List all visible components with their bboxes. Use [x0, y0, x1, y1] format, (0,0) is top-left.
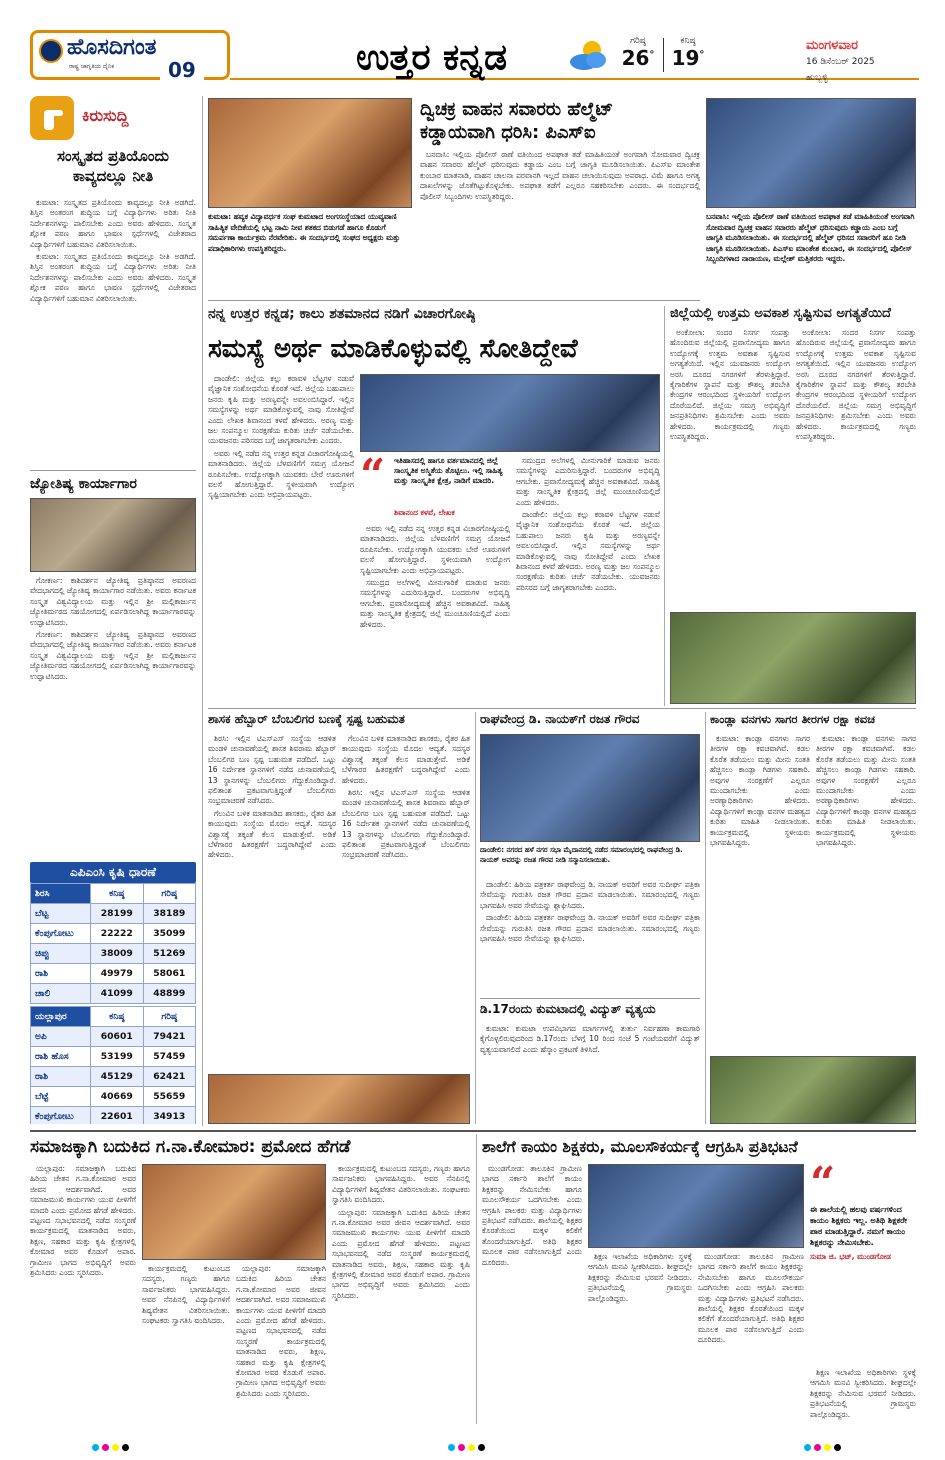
rate-row: [31, 944, 196, 964]
newspaper-logo: ಹೊಸದಿಗಂತ: [67, 35, 157, 60]
issue-date: 16 ಡಿಸೆಂಬರ್ 2025: [806, 57, 875, 67]
school-col1: [482, 1164, 582, 1424]
column-rule: [476, 1134, 477, 1424]
power-text: ಕುಮಟಾ: ಕುಮಟಾ ಉಪವಿಭಾಗದ ಮಾರ್ಗಗಳಲ್ಲಿ ತುರ್ತು ನಿರ್ವಹಣಾ ಕಾಮಗಾರಿ ಕೈಗೊಳ್ಳಲಿರುವುದರಿಂದ ಡಿ.17ರಂದು ಬೆಳಗ್ಗೆ 10 ರಿಂದ ಸಂಜೆ 5 ಗಂಟೆಯವರೆಗೆ ವಿದ್ಯುತ್ ವ್ಯತ್ಯಯವಾಗಲಿದೆ ಎಂದು ಹೆಸ್ಕಾಂ ಪ್ರಕಟಣೆ ತಿಳಿಸಿದೆ.: [480, 1024, 700, 1054]
story1-headline: [30, 146, 196, 196]
rate-min: 60601: [91, 1027, 144, 1047]
rate-min: 53199: [91, 1047, 144, 1067]
kandla-col2: [816, 734, 916, 1054]
kirusuddi-header: [30, 96, 196, 142]
rate-max: 38189: [143, 904, 196, 924]
quote-mark-icon: “: [360, 456, 386, 501]
max-degree: °: [649, 49, 655, 61]
rate-row: [31, 984, 196, 1004]
samasye-col2: [360, 524, 510, 700]
hebbar-col2: [342, 734, 470, 1072]
rate-min: 40669: [91, 1087, 144, 1107]
print-registration-marks: [804, 1436, 844, 1444]
story2-body: [30, 576, 196, 860]
helmet-photo: [706, 98, 916, 208]
samasye-text-c: ಸಮುದ್ರದ ಅಲೆಗಳಲ್ಲಿ ಮೀನುಗಾರಿಕೆ ಮಾಡುವ ಜನರು ಸಮಸ್ಯೆಗಳನ್ನು ಎದುರಿಸುತ್ತಿದ್ದಾರೆ. ಬಂದರುಗಳ ಅಭಿವೃದ್ಧಿ ಆಗಬೇಕು. ಪ್ರವಾಸೋದ್ಯಮಕ್ಕೆ ಹೆಚ್ಚಿನ ಅವಕಾಶವಿದೆ. ಸಾಹಿತ್ಯ ಮತ್ತು ಸಾಂಸ್ಕೃತಿಕ ಕ್ಷೇತ್ರದಲ್ಲಿ ಜಿಲ್ಲೆ ಮುಂಚೂಣಿಯಲ್ಲಿದೆ ಎಂದು ಹೇಳಿದರು.: [360, 578, 510, 629]
logo-tagline: ರಾಷ್ಟ್ರ ಜಾಗೃತಿಯ ದೈನಿಕ: [69, 63, 115, 70]
komara-text-cont: ಯಲ್ಲಾಪುರ: ಸಮಾಜಕ್ಕಾಗಿ ಬದುಕಿದ ಹಿರಿಯ ಚೇತನ ಗ.ನಾ.ಕೋಮಾರ ಅವರ ಜೀವನ ಆದರ್ಶವಾಗಿದೆ. ಅವರ ಸಮಾಜಮುಖಿ ಕಾರ್ಯಗಳು ಯುವ ಪೀಳಿಗೆಗೆ ಮಾದರಿ ಎಂದು ಪ್ರಮೋದ ಹೆಗಡೆ ಹೇಳಿದರು. ಪಟ್ಟಣದ ಸಭಾಭವನದಲ್ಲಿ ನಡೆದ ಸಂಸ್ಮರಣೆ ಕಾರ್ಯಕ್ರಮದಲ್ಲಿ ಮಾತನಾಡಿದ ಅವರು, ಶಿಕ್ಷಣ, ಸಹಕಾರ ಮತ್ತು ಕೃಷಿ ಕ್ಷೇತ್ರಗಳಲ್ಲಿ ಕೋಮಾರ ಅವರ ಕೊಡುಗೆ ಅಪಾರ. ಗ್ರಾಮೀಣ ಭಾಗದ ಅಭಿವೃದ್ಧಿಗೆ ಅವರು ಶ್ರಮಿಸಿದರು ಎಂದು ಸ್ಮರಿಸಿದರು.: [236, 1264, 326, 1398]
quote-text: ಇತಿಹಾಸದಲ್ಲಿ ಹಾಗೂ ವರ್ತಮಾನದಲ್ಲಿ ಜಿಲ್ಲೆ ಸಾಂಸ್ಕೃತಿಕ ಅಸ್ಮಿತೆಯ ತೊಟ್ಟಿಲು. ಇಲ್ಲಿ ಸಾಹಿತ್ಯ ಮತ್ತು ಸಾಂಸ್ಕೃತಿಕ ಕ್ಷೇತ್ರ, ನಾಡಿಗೆ ಮಾದರಿ.: [394, 456, 503, 485]
sirsi-label: ಶಿರಸಿ: [31, 884, 91, 904]
rate-row: [31, 924, 196, 944]
rate-name: ಚಾಲಿ: [31, 984, 91, 1004]
kandla-text-cont: ಕುಮಟಾ: ಕಾಂಡ್ಲಾ ವನಗಳು ಸಾಗರ ತೀರಗಳ ರಕ್ಷಾ ಕವಚವಾಗಿವೆ. ಕಡಲ ಕೊರೆತ ತಡೆಯಲು ಮತ್ತು ಮೀನು ಸಂತತಿ ಹೆಚ್ಚಿಸಲು ಕಾಂಡ್ಲಾ ಗಿಡಗಳು ಸಹಕಾರಿ. ಅವುಗಳ ಸಂರಕ್ಷಣೆಗೆ ಎಲ್ಲರೂ ಮುಂದಾಗಬೇಕು ಎಂದು ಅರಣ್ಯಾಧಿಕಾರಿಗಳು ಹೇಳಿದರು. ವಿದ್ಯಾರ್ಥಿಗಳಿಗೆ ಕಾಂಡ್ಲಾ ವನಗಳ ಮಹತ್ವದ ಕುರಿತು ಮಾಹಿತಿ ನೀಡಲಾಯಿತು. ಕಾರ್ಯಕ್ರಮದಲ್ಲಿ ಸ್ಥಳೀಯರು ಭಾಗವಹಿಸಿದ್ದರು.: [816, 734, 916, 848]
partly-cloudy-icon: [566, 38, 612, 72]
rate-max: 57459: [143, 1047, 196, 1067]
rate-name: ಚಿಪ್ಪು: [31, 944, 91, 964]
rate-name: ಕೆಂಪುಗೋಟು: [31, 924, 91, 944]
rate-max: 35099: [143, 924, 196, 944]
hand-point-icon: [30, 96, 74, 140]
yellapur-label: ಯಲ್ಲಾಪುರ: [31, 1007, 91, 1027]
rate-row: [31, 1047, 196, 1067]
samasye-text-b: ಅವರು ಇಲ್ಲಿ ನಡೆದ ನನ್ನ ಉತ್ತರ ಕನ್ನಡ ವಿಚಾರಗೋಷ್ಠಿಯಲ್ಲಿ ಮಾತನಾಡಿದರು. ಜಿಲ್ಲೆಯ ಬೆಳವಣಿಗೆಗೆ ಸಮಗ್ರ ಯೋಜನೆ ರೂಪಿಸಬೇಕು. ಉದ್ಯೋಗಕ್ಕಾಗಿ ಯುವಕರು ಬೇರೆ ಊರುಗಳಿಗೆ ವಲಸೆ ಹೋಗುತ್ತಿದ್ದಾರೆ. ಸ್ಥಳೀಯವಾಗಿ ಉದ್ಯೋಗ ಸೃಷ್ಟಿಯಾಗಬೇಕು ಎಂದು ಅಭಿಪ್ರಾಯಪಟ್ಟರು.: [208, 448, 354, 500]
kandla-headline: ಕಾಂಡ್ಲಾ ವನಗಳು ಸಾಗರ ತೀರಗಳ ರಕ್ಷಾ ಕವಚ: [710, 712, 875, 726]
tourism-photo: [670, 612, 916, 704]
rate-max: 48899: [143, 984, 196, 1004]
samasye-headline: ಸಮಸ್ಯೆ ಅರ್ಥ ಮಾಡಿಕೊಳ್ಳುವಲ್ಲಿ ಸೋತಿದ್ದೇವೆ: [208, 334, 578, 364]
temp-divider: [663, 38, 664, 72]
story1-body: [30, 198, 196, 468]
kandla-photo: [710, 1056, 916, 1124]
seminar-photo: [360, 374, 660, 452]
quote-mark-icon: “: [810, 1164, 836, 1209]
min-temp-value: 19: [671, 46, 700, 70]
min-col: ಕನಿಷ್ಠ: [91, 884, 144, 904]
rate-name: ರಾಶಿ: [31, 1067, 91, 1087]
column-rule: [202, 96, 203, 1126]
helmet-headline-2: ಕಡ್ಡಾಯವಾಗಿ ಧರಿಸಿ: ಪಿಎಸ್‌ಐ: [420, 122, 596, 143]
story2-text-cont: ಗೋಕರ್ಣ: ಕಾಶಿದರ್ಶನ ಜ್ಯೋತಿಷ್ಯ ಪ್ರತಿಷ್ಠಾನದ ಅವರಣದ ವೇದಭಾಗದಲ್ಲಿ ಜ್ಯೋತಿಷ್ಯ ಕಾರ್ಯಾಗಾರ ನಡೆಯಿತು. ಅವರು ಕರ್ನಾಟಕ ಸಂಸ್ಕೃತ ವಿಶ್ವವಿದ್ಯಾಲಯ ಮತ್ತು ಇಲ್ಲಿನ ಶ್ರೀ ಮಲ್ಲಿಕಾರ್ಜುನ ಜ್ಯೋತಿರ್ಮಠದ ಸಹಯೋಗದಲ್ಲಿ ಏರ್ಪಡಿಸಲಾಗಿದ್ದ ಕಾರ್ಯಾಗಾರವನ್ನು ಉದ್ಘಾಟಿಸಿದರು.: [30, 630, 196, 681]
rate-row: [31, 1027, 196, 1047]
rate-min: 22222: [91, 924, 144, 944]
apmc-rate-table: [30, 862, 196, 1124]
komara-col2: [142, 1264, 230, 1424]
school-text: ಮುಂಡಗೋಡ: ತಾಲೂಕಿನ ಗ್ರಾಮೀಣ ಭಾಗದ ಸರ್ಕಾರಿ ಶಾಲೆಗೆ ಕಾಯಂ ಶಿಕ್ಷಕರನ್ನು ನೇಮಿಸಬೇಕು ಹಾಗೂ ಮೂಲಸೌಕರ್ಯ ಒದಗಿಸಬೇಕು ಎಂದು ಆಗ್ರಹಿಸಿ ಪಾಲಕರು ಮತ್ತು ವಿದ್ಯಾರ್ಥಿಗಳು ಪ್ರತಿಭಟನೆ ನಡೆಸಿದರು. ಶಾಲೆಯಲ್ಲಿ ಶಿಕ್ಷಕರ ಕೊರತೆಯಿಂದ ಮಕ್ಕಳ ಕಲಿಕೆಗೆ ತೊಂದರೆಯಾಗುತ್ತಿದೆ. ಅತಿಥಿ ಶಿಕ್ಷಕರ ಮೂಲಕ ಪಾಠ ನಡೆಸಲಾಗುತ್ತಿದೆ ಎಂದು ದೂರಿದರು.: [482, 1164, 582, 1267]
tourism-text: ಅಂಕೋಲಾ: ಸಂದರ ನಿಸರ್ಗ ಸಂಪತ್ತು ಹೊಂದಿರುವ ಜಿಲ್ಲೆಯಲ್ಲಿ ಪ್ರವಾಸೋದ್ಯಮ ಹಾಗೂ ಉದ್ಯೋಗಕ್ಕೆ ಉತ್ತಮ ಅವಕಾಶ ಸೃಷ್ಟಿಸುವ ಅಗತ್ಯತೆಯಿದೆ. ಇಲ್ಲಿನ ಯುವಜನರು ಉದ್ಯೋಗ ಅರಸಿ ದೂರದ ನಗರಗಳಿಗೆ ತೆರಳುತ್ತಿದ್ದಾರೆ. ಕೈಗಾರಿಕೆಗಳ ಸ್ಥಾಪನೆ ಮತ್ತು ಕೌಶಲ್ಯ ತರಬೇತಿ ಕೇಂದ್ರಗಳ ಆರಂಭದಿಂದ ಸ್ಥಳೀಯರಿಗೆ ಉದ್ಯೋಗ ದೊರೆಯಲಿದೆ. ಜಿಲ್ಲೆಯ ಸಮಗ್ರ ಅಭಿವೃದ್ಧಿಗೆ ಜನಪ್ರತಿನಿಧಿಗಳು ಶ್ರಮಿಸಬೇಕು ಎಂದು ಅವರು ಹೇಳಿದರು. ಕಾರ್ಯಕ್ರಮದಲ್ಲಿ ಗಣ್ಯರು ಉಪಸ್ಥಿತರಿದ್ದರು.: [670, 328, 790, 442]
weekday: ಮಂಗಳವಾರ: [806, 38, 859, 53]
rate-max: 79421: [143, 1027, 196, 1047]
komara-col4: [332, 1164, 470, 1424]
story2-text: ಗೋಕರ್ಣ: ಕಾಶಿದರ್ಶನ ಜ್ಯೋತಿಷ್ಯ ಪ್ರತಿಷ್ಠಾನದ ಅವರಣದ ವೇದಭಾಗದಲ್ಲಿ ಜ್ಯೋತಿಷ್ಯ ಕಾರ್ಯಾಗಾರ ನಡೆಯಿತು. ಅವರು ಕರ್ನಾಟಕ ಸಂಸ್ಕೃತ ವಿಶ್ವವಿದ್ಯಾಲಯ ಮತ್ತು ಇಲ್ಲಿನ ಶ್ರೀ ಮಲ್ಲಿಕಾರ್ಜುನ ಜ್ಯೋತಿರ್ಮಠದ ಸಹಯೋಗದಲ್ಲಿ ಏರ್ಪಡಿಸಲಾಗಿದ್ದ ಕಾರ್ಯಾಗಾರವನ್ನು ಉದ್ಘಾಟಿಸಿದರು.: [30, 576, 196, 627]
rate-max: 58061: [143, 964, 196, 984]
divider: [208, 300, 700, 301]
komara-text2: ಕಾರ್ಯಕ್ರಮದಲ್ಲಿ ಕುಟುಂಬದ ಸದಸ್ಯರು, ಗಣ್ಯರು ಹಾಗೂ ಸಾರ್ವಜನಿಕರು ಭಾಗವಹಿಸಿದ್ದರು. ಅವರ ನೆನಪಿನಲ್ಲಿ ವಿದ್ಯಾರ್ಥಿಗಳಿಗೆ ಶಿಷ್ಯವೇತನ ವಿತರಿಸಲಾಯಿತು. ಸಂಘಟಕರು ಸ್ವಾಗತಿಸಿ ವಂದಿಸಿದರು.: [142, 1264, 230, 1326]
rate-max: 55659: [143, 1087, 196, 1107]
tourism-col1: [670, 328, 790, 608]
rate-min: 38009: [91, 944, 144, 964]
max-temp-label: ಗರಿಷ್ಠ: [630, 36, 646, 46]
rate-name: ಕೆಂಪುಗೋಟು: [31, 1107, 91, 1125]
samasye-text-b2: ಅವರು ಇಲ್ಲಿ ನಡೆದ ನನ್ನ ಉತ್ತರ ಕನ್ನಡ ವಿಚಾರಗೋಷ್ಠಿಯಲ್ಲಿ ಮಾತನಾಡಿದರು. ಜಿಲ್ಲೆಯ ಬೆಳವಣಿಗೆಗೆ ಸಮಗ್ರ ಯೋಜನೆ ರೂಪಿಸಬೇಕು. ಉದ್ಯೋಗಕ್ಕಾಗಿ ಯುವಕರು ಬೇರೆ ಊರುಗಳಿಗೆ ವಲಸೆ ಹೋಗುತ್ತಿದ್ದಾರೆ. ಸ್ಥಳೀಯವಾಗಿ ಉದ್ಯೋಗ ಸೃಷ್ಟಿಯಾಗಬೇಕು ಎಂದು ಅಭಿಪ್ರಾಯಪಟ್ಟರು.: [360, 524, 510, 575]
story1-headline-text: ಸಂಸ್ಕೃತದ ಪ್ರತಿಯೊಂದು ಕಾವ್ಯದಲ್ಲೂ ನೀತಿ: [57, 147, 169, 185]
tourism-text-cont: ಅಂಕೋಲಾ: ಸಂದರ ನಿಸರ್ಗ ಸಂಪತ್ತು ಹೊಂದಿರುವ ಜಿಲ್ಲೆಯಲ್ಲಿ ಪ್ರವಾಸೋದ್ಯಮ ಹಾಗೂ ಉದ್ಯೋಗಕ್ಕೆ ಉತ್ತಮ ಅವಕಾಶ ಸೃಷ್ಟಿಸುವ ಅಗತ್ಯತೆಯಿದೆ. ಇಲ್ಲಿನ ಯುವಜನರು ಉದ್ಯೋಗ ಅರಸಿ ದೂರದ ನಗರಗಳಿಗೆ ತೆರಳುತ್ತಿದ್ದಾರೆ. ಕೈಗಾರಿಕೆಗಳ ಸ್ಥಾಪನೆ ಮತ್ತು ಕೌಶಲ್ಯ ತರಬೇತಿ ಕೇಂದ್ರಗಳ ಆರಂಭದಿಂದ ಸ್ಥಳೀಯರಿಗೆ ಉದ್ಯೋಗ ದೊರೆಯಲಿದೆ. ಜಿಲ್ಲೆಯ ಸಮಗ್ರ ಅಭಿವೃದ್ಧಿಗೆ ಜನಪ್ರತಿನಿಧಿಗಳು ಶ್ರಮಿಸಬೇಕು ಎಂದು ಅವರು ಹೇಳಿದರು. ಕಾರ್ಯಕ್ರಮದಲ್ಲಿ ಗಣ್ಯರು ಉಪಸ್ಥಿತರಿದ್ದರು.: [796, 328, 916, 442]
school-quote-author: ಸುಮಾ ಜಿ. ಭಟ್, ಮುಂಡಗೋಡ: [810, 1252, 891, 1261]
rate-name: ಬೆಟ್ಟ: [31, 904, 91, 924]
max-temp-value: 26: [621, 46, 650, 70]
page-number: 09: [160, 58, 204, 82]
power-body: [480, 1024, 700, 1124]
rate-name: ರಾಶಿ: [31, 964, 91, 984]
nayak-body: [480, 880, 700, 996]
helmet-text: ಬನವಾಸಿ: ಇಲ್ಲಿಯ ಪೊಲೀಸ್ ಠಾಣೆ ವತಿಯಿಂದ ಅಪಘಾತ ತಡೆ ಮಾಹಿತಿಯಂತೆ ಅಂಗವಾಗಿ ಸೋಮವಾರ ದ್ವಿಚಕ್ರ ವಾಹನ ಸವಾರರು ಹೆಲ್ಮೆಟ್ ಧರಿಸುವುದು ಕಡ್ಡಾಯ ಎಂಬ ಬಗ್ಗೆ ಜಾಗೃತಿ ಮೂಡಿಸಲಾಯಿತು. ಪಿಎಸ್‌ಐ ಮಾಂತೇಶ ಕುಂಬಾರ ಮಾತನಾಡಿ, ವಾಹನ ಚಾಲನಾ ಪರವಾನಗಿ ಇಲ್ಲದೆ ವಾಹನ ಚಲಾಯಿಸುವುದು ಅಪರಾಧ. ವಿಮೆ ಹಾಗೂ ಅಗತ್ಯ ದಾಖಲೆಗಳನ್ನು ಜೊತೆಗಿಟ್ಟುಕೊಳ್ಳಬೇಕು. ಅಪಘಾತ ತಡೆಗೆ ಎಲ್ಲರೂ ಸಹಕರಿಸಬೇಕು ಎಂದರು. ಈ ಸಂದರ್ಭದಲ್ಲಿ ಪೊಲೀಸ್ ಸಿಬ್ಬಂದಿಗಳು ಉಪಸ್ಥಿತರಿದ್ದರು.: [420, 150, 700, 201]
story2-headline: [30, 474, 196, 496]
school-col3: [698, 1252, 804, 1424]
divider: [208, 708, 916, 709]
tourism-col2: [796, 328, 916, 608]
column-rule: [664, 306, 665, 706]
hebbar-photo: [208, 1074, 470, 1124]
divider: [480, 998, 700, 999]
story1-text: ಕುಮಟಾ: ಸಂಸ್ಕೃತದ ಪ್ರತಿಯೊಂದು ಕಾವ್ಯದಲ್ಲೂ ನೀತಿ ಅಡಗಿದೆ. ಶಿಸ್ತಿನ ಅಂತರಂಗ ಶುದ್ಧಿಯ ಬಗ್ಗೆ ವಿದ್ಯಾರ್ಥಿಗಳು ಅರಿತು ನೀತಿ ನಿರ್ದೇಶನಗಳನ್ನು ಪಾಲಿಸಬೇಕು ಎಂದು ಅವರು ಹೇಳಿದರು. ಸಂಸ್ಕೃತ ಶ್ಲೋಕ ಪಠಣ ಹಾಗೂ ಭಾಷಣ ಸ್ಪರ್ಧೆಗಳಲ್ಲಿ ವಿಜೇತರಾದ ವಿದ್ಯಾರ್ಥಿಗಳಿಗೆ ಬಹುಮಾನ ವಿತರಿಸಲಾಯಿತು.: [30, 198, 196, 249]
rate-max: 34913: [143, 1107, 196, 1125]
section-title: ಉತ್ತರ ಕನ್ನಡ: [356, 36, 508, 78]
samasye-col1: [208, 374, 354, 700]
samasye-kicker: ನನ್ನ ಉತ್ತರ ಕನ್ನಡ; ಕಾಲು ಶತಮಾನದ ನಡಿಗೆ ವಿಚಾರಗೋಷ್ಠಿ: [208, 306, 476, 322]
samasye-col3: [516, 456, 660, 700]
samasye-quote: [360, 456, 510, 520]
kandla-text: ಕುಮಟಾ: ಕಾಂಡ್ಲಾ ವನಗಳು ಸಾಗರ ತೀರಗಳ ರಕ್ಷಾ ಕವಚವಾಗಿವೆ. ಕಡಲ ಕೊರೆತ ತಡೆಯಲು ಮತ್ತು ಮೀನು ಸಂತತಿ ಹೆಚ್ಚಿಸಲು ಕಾಂಡ್ಲಾ ಗಿಡಗಳು ಸಹಕಾರಿ. ಅವುಗಳ ಸಂರಕ್ಷಣೆಗೆ ಎಲ್ಲರೂ ಮುಂದಾಗಬೇಕು ಎಂದು ಅರಣ್ಯಾಧಿಕಾರಿಗಳು ಹೇಳಿದರು. ವಿದ್ಯಾರ್ಥಿಗಳಿಗೆ ಕಾಂಡ್ಲಾ ವನಗಳ ಮಹತ್ವದ ಕುರಿತು ಮಾಹಿತಿ ನೀಡಲಾಯಿತು. ಕಾರ್ಯಕ್ರಮದಲ್ಲಿ ಸ್ಥಳೀಯರು ಭಾಗವಹಿಸಿದ್ದರು.: [710, 734, 810, 848]
helmet-headline-1: ದ್ವಿಚಕ್ರ ವಾಹನ ಸವಾರರು ಹೆಲ್ಮೆಟ್: [420, 99, 614, 120]
rate-row: [31, 1087, 196, 1107]
kandla-col1: [710, 734, 810, 1054]
komara-text: ಯಲ್ಲಾಪುರ: ಸಮಾಜಕ್ಕಾಗಿ ಬದುಕಿದ ಹಿರಿಯ ಚೇತನ ಗ.ನಾ.ಕೋಮಾರ ಅವರ ಜೀವನ ಆದರ್ಶವಾಗಿದೆ. ಅವರ ಸಮಾಜಮುಖಿ ಕಾರ್ಯಗಳು ಯುವ ಪೀಳಿಗೆಗೆ ಮಾದರಿ ಎಂದು ಪ್ರಮೋದ ಹೆಗಡೆ ಹೇಳಿದರು. ಪಟ್ಟಣದ ಸಭಾಭವನದಲ್ಲಿ ನಡೆದ ಸಂಸ್ಮರಣೆ ಕಾರ್ಯಕ್ರಮದಲ್ಲಿ ಮಾತನಾಡಿದ ಅವರು, ಶಿಕ್ಷಣ, ಸಹಕಾರ ಮತ್ತು ಕೃಷಿ ಕ್ಷೇತ್ರಗಳಲ್ಲಿ ಕೋಮಾರ ಅವರ ಕೊಡುಗೆ ಅಪಾರ. ಗ್ರಾಮೀಣ ಭಾಗದ ಅಭಿವೃದ್ಧಿಗೆ ಅವರು ಶ್ರಮಿಸಿದರು ಎಂದು ಸ್ಮರಿಸಿದರು.: [30, 1164, 136, 1278]
nayak-headline: ರಾಘವೇಂದ್ರ ಡಿ. ನಾಯಕ್‌ಗೆ ರಜತ ಗೌರವ: [480, 712, 640, 726]
hebbar-text-cont: ಶಿರಸಿ: ಇಲ್ಲಿನ ಟಿಎಸ್‌ಎಸ್ ಸಂಸ್ಥೆಯ ಆಡಳಿತ ಮಂಡಳಿ ಚುನಾವಣೆಯಲ್ಲಿ ಶಾಸಕ ಶಿವರಾಮ ಹೆಬ್ಬಾರ್ ಬೆಂಬಲಿಗರ ಬಣ ಸ್ಪಷ್ಟ ಬಹುಮತ ಪಡೆದಿದೆ. ಒಟ್ಟು 16 ನಿರ್ದೇಶಕ ಸ್ಥಾನಗಳಿಗೆ ನಡೆದ ಚುನಾವಣೆಯಲ್ಲಿ 13 ಸ್ಥಾನಗಳನ್ನು ಬೆಂಬಲಿಗರು ಗೆದ್ದುಕೊಂಡಿದ್ದಾರೆ. ಫಲಿತಾಂಶ ಪ್ರಕಟವಾಗುತ್ತಿದ್ದಂತೆ ಬೆಂಬಲಿಗರು ಸಂಭ್ರಮಾಚರಣೆ ನಡೆಸಿದರು.: [342, 788, 470, 860]
logo-emblem-icon: [39, 39, 63, 63]
helmet-headline: [420, 98, 700, 146]
max-col: ಗರಿಷ್ಠ: [143, 1007, 196, 1027]
max-temp-block: [618, 36, 658, 70]
workshop-photo: [30, 498, 196, 572]
kumta-event-photo: [208, 98, 412, 208]
rate-min: 49979: [91, 964, 144, 984]
print-registration-marks: [448, 1436, 488, 1444]
date-block: [806, 38, 922, 83]
school-quote: [810, 1164, 916, 1364]
hebbar-text: ಶಿರಸಿ: ಇಲ್ಲಿನ ಟಿಎಸ್‌ಎಸ್ ಸಂಸ್ಥೆಯ ಆಡಳಿತ ಮಂಡಳಿ ಚುನಾವಣೆಯಲ್ಲಿ ಶಾಸಕ ಶಿವರಾಮ ಹೆಬ್ಬಾರ್ ಬೆಂಬಲಿಗರ ಬಣ ಸ್ಪಷ್ಟ ಬಹುಮತ ಪಡೆದಿದೆ. ಒಟ್ಟು 16 ನಿರ್ದೇಶಕ ಸ್ಥಾನಗಳಿಗೆ ನಡೆದ ಚುನಾವಣೆಯಲ್ಲಿ 13 ಸ್ಥಾನಗಳನ್ನು ಬೆಂಬಲಿಗರು ಗೆದ್ದುಕೊಂಡಿದ್ದಾರೆ. ಫಲಿತಾಂಶ ಪ್ರಕಟವಾಗುತ್ತಿದ್ದಂತೆ ಬೆಂಬಲಿಗರು ಸಂಭ್ರಮಾಚರಣೆ ನಡೆಸಿದರು.: [208, 734, 336, 806]
school-text-cont: ಮುಂಡಗೋಡ: ತಾಲೂಕಿನ ಗ್ರಾಮೀಣ ಭಾಗದ ಸರ್ಕಾರಿ ಶಾಲೆಗೆ ಕಾಯಂ ಶಿಕ್ಷಕರನ್ನು ನೇಮಿಸಬೇಕು ಹಾಗೂ ಮೂಲಸೌಕರ್ಯ ಒದಗಿಸಬೇಕು ಎಂದು ಆಗ್ರಹಿಸಿ ಪಾಲಕರು ಮತ್ತು ವಿದ್ಯಾರ್ಥಿಗಳು ಪ್ರತಿಭಟನೆ ನಡೆಸಿದರು. ಶಾಲೆಯಲ್ಲಿ ಶಿಕ್ಷಕರ ಕೊರತೆಯಿಂದ ಮಕ್ಕಳ ಕಲಿಕೆಗೆ ತೊಂದರೆಯಾಗುತ್ತಿದೆ. ಅತಿಥಿ ಶಿಕ್ಷಕರ ಮೂಲಕ ಪಾಠ ನಡೆಸಲಾಗುತ್ತಿದೆ ಎಂದು ದೂರಿದರು.: [698, 1252, 804, 1345]
apmc-table-title: ಎಪಿಎಂಸಿ ಕೃಷಿ ಧಾರಣೆ: [30, 862, 196, 883]
hebbar-col1: [208, 734, 336, 1072]
rate-name: ಬೆಟ್ಟೆ: [31, 1087, 91, 1107]
samasye-text-c2: ಸಮುದ್ರದ ಅಲೆಗಳಲ್ಲಿ ಮೀನುಗಾರಿಕೆ ಮಾಡುವ ಜನರು ಸಮಸ್ಯೆಗಳನ್ನು ಎದುರಿಸುತ್ತಿದ್ದಾರೆ. ಬಂದರುಗಳ ಅಭಿವೃದ್ಧಿ ಆಗಬೇಕು. ಪ್ರವಾಸೋದ್ಯಮಕ್ಕೆ ಹೆಚ್ಚಿನ ಅವಕಾಶವಿದೆ. ಸಾಹಿತ್ಯ ಮತ್ತು ಸಾಂಸ್ಕೃತಿಕ ಕ್ಷೇತ್ರದಲ್ಲಿ ಜಿಲ್ಲೆ ಮುಂಚೂಣಿಯಲ್ಲಿದೆ ಎಂದು ಹೇಳಿದರು.: [516, 456, 660, 507]
masthead: [0, 0, 945, 92]
komara-col3: [236, 1264, 326, 1424]
rate-row: [31, 964, 196, 984]
min-col: ಕನಿಷ್ಠ: [91, 1007, 144, 1027]
school-quote-text: ಈ ಶಾಲೆಯಲ್ಲಿ ಹಲವು ವರ್ಷಗಳಿಂದ ಕಾಯಂ ಶಿಕ್ಷಕರು ಇಲ್ಲ. ಅತಿಥಿ ಶಿಕ್ಷಕರೇ ಪಾಠ ಮಾಡುತ್ತಿದ್ದಾರೆ. ನಮಗೆ ಕಾಯಂ ಶಿಕ್ಷಕರನ್ನು ನೇಮಿಸಬೇಕು.: [810, 1205, 908, 1247]
school-protest-photo: [588, 1164, 804, 1248]
kirusuddi-label: ಕಿರುಸುದ್ದಿ: [82, 106, 129, 125]
min-temp-block: [668, 36, 708, 70]
rate-min: 28199: [91, 904, 144, 924]
print-registration-marks: [92, 1436, 132, 1444]
divider: [30, 470, 196, 471]
helmet-caption: ಬನವಾಸಿ: ಇಲ್ಲಿಯ ಪೊಲೀಸ್ ಠಾಣೆ ವತಿಯಿಂದ ಅಪಘಾತ ತಡೆ ಮಾಹಿತಿಯಂತೆ ಅಂಗವಾಗಿ ಸೋಮವಾರ ದ್ವಿಚಕ್ರ ವಾಹನ ಸವಾರರು ಹೆಲ್ಮೆಟ್ ಧರಿಸುವುದು ಕಡ್ಡಾಯ ಎಂಬ ಬಗ್ಗೆ ಜಾಗೃತಿ ಮೂಡಿಸಲಾಯಿತು. ಈ ಸಂದರ್ಭದಲ್ಲಿ ಹೆಲ್ಮೆಟ್ ಧರಿಸದ ಸವಾರರಿಗೆ ಹೂ ನೀಡಿ ಜಾಗೃತಿ ಮೂಡಿಸಲಾಯಿತು. ಪಿಎಸ್‌ಐ ಮಾಂತೇಶ ಕುಂಬಾರ, ಈ ಸಂದರ್ಭದಲ್ಲಿ ಪೊಲೀಸ್ ಸಿಬ್ಬಂದಿಗಳಾದ ನಾರಾಯಣ, ಮಲ್ಲೇಶ್ ಮತ್ತಿತರರು ಇದ್ದರು.: [706, 212, 915, 263]
rate-row: [31, 1067, 196, 1087]
school-text2-cont: ಶಿಕ್ಷಣ ಇಲಾಖೆಯ ಅಧಿಕಾರಿಗಳು ಸ್ಥಳಕ್ಕೆ ಆಗಮಿಸಿ ಮನವಿ ಸ್ವೀಕರಿಸಿದರು. ಶೀಘ್ರದಲ್ಲೇ ಶಿಕ್ಷಕರನ್ನು ನೇಮಿಸುವ ಭರವಸೆ ನೀಡಿದರು. ಪ್ರತಿಭಟನೆಯಲ್ಲಿ ಗ್ರಾಮಸ್ಥರು ಪಾಲ್ಗೊಂಡಿದ್ದರು.: [810, 1368, 916, 1419]
rate-name: ಅಪಿ: [31, 1027, 91, 1047]
edition-city: ಹುಬ್ಬಳ್ಳಿ: [806, 73, 828, 83]
school-headline: ಶಾಲೆಗೆ ಕಾಯಂ ಶಿಕ್ಷಕರು, ಮೂಲಸೌಕರ್ಯಕ್ಕೆ ಆಗ್ರಹಿಸಿ ಪ್ರತಿಭಟನೆ: [482, 1138, 798, 1156]
column-rule: [705, 712, 706, 1124]
nayak-text-cont: ದಾಂಡೇಲಿ: ಹಿರಿಯ ಪತ್ರಕರ್ತ ರಾಘವೇಂದ್ರ ಡಿ. ನಾಯಕ್ ಅವರಿಗೆ ಅವರ ಸುದೀರ್ಘ ಪತ್ರಿಕಾ ಸೇವೆಯನ್ನು ಗುರುತಿಸಿ ರಜತ ಗೌರವ ಪ್ರದಾನ ಮಾಡಲಾಯಿತು. ಸಮಾರಂಭದಲ್ಲಿ ಗಣ್ಯರು ಭಾಗವಹಿಸಿ ಅವರ ಸೇವೆಯನ್ನು ಶ್ಲಾಘಿಸಿದರು.: [480, 913, 700, 944]
yellapur-rates: [30, 1006, 196, 1124]
rate-min: 41099: [91, 984, 144, 1004]
komara-text2-cont: ಕಾರ್ಯಕ್ರಮದಲ್ಲಿ ಕುಟುಂಬದ ಸದಸ್ಯರು, ಗಣ್ಯರು ಹಾಗೂ ಸಾರ್ವಜನಿಕರು ಭಾಗವಹಿಸಿದ್ದರು. ಅವರ ನೆನಪಿನಲ್ಲಿ ವಿದ್ಯಾರ್ಥಿಗಳಿಗೆ ಶಿಷ್ಯವೇತನ ವಿತರಿಸಲಾಯಿತು. ಸಂಘಟಕರು ಸ್ವಾಗತಿಸಿ ವಂದಿಸಿದರು.: [332, 1164, 470, 1205]
story2-headline-text: ಜ್ಯೋತಿಷ್ಯ ಕಾರ್ಯಾಗಾರ: [30, 476, 137, 492]
komara-col1: [30, 1164, 136, 1424]
rate-max: 62421: [143, 1067, 196, 1087]
rate-row: [31, 904, 196, 924]
school-text2: ಶಿಕ್ಷಣ ಇಲಾಖೆಯ ಅಧಿಕಾರಿಗಳು ಸ್ಥಳಕ್ಕೆ ಆಗಮಿಸಿ ಮನವಿ ಸ್ವೀಕರಿಸಿದರು. ಶೀಘ್ರದಲ್ಲೇ ಶಿಕ್ಷಕರನ್ನು ನೇಮಿಸುವ ಭರವಸೆ ನೀಡಿದರು. ಪ್ರತಿಭಟನೆಯಲ್ಲಿ ಗ್ರಾಮಸ್ಥರು ಪಾಲ್ಗೊಂಡಿದ್ದರು.: [588, 1252, 692, 1303]
hebbar-text2: ಗೆಲುವಿನ ಬಳಿಕ ಮಾತನಾಡಿದ ಶಾಸಕರು, ರೈತರ ಹಿತ ಕಾಯುವುದು ಸಂಸ್ಥೆಯ ಮೊದಲ ಆದ್ಯತೆ. ಸದಸ್ಯರ ವಿಶ್ವಾಸಕ್ಕೆ ತಕ್ಕಂತೆ ಕೆಲಸ ಮಾಡುತ್ತೇವೆ. ಅಡಿಕೆ ಬೆಳೆಗಾರರ ಹಿತರಕ್ಷಣೆಗೆ ಬದ್ಧರಾಗಿದ್ದೇವೆ ಎಂದು ಹೇಳಿದರು.: [208, 808, 336, 860]
nayak-text: ದಾಂಡೇಲಿ: ಹಿರಿಯ ಪತ್ರಕರ್ತ ರಾಘವೇಂದ್ರ ಡಿ. ನಾಯಕ್ ಅವರಿಗೆ ಅವರ ಸುದೀರ್ಘ ಪತ್ರಿಕಾ ಸೇವೆಯನ್ನು ಗುರುತಿಸಿ ರಜತ ಗೌರವ ಪ್ರದಾನ ಮಾಡಲಾಯಿತು. ಸಮಾರಂಭದಲ್ಲಿ ಗಣ್ಯರು ಭಾಗವಹಿಸಿ ಅವರ ಸೇವೆಯನ್ನು ಶ್ಲಾಘಿಸಿದರು.: [480, 880, 700, 910]
komara-text-cont2: ಯಲ್ಲಾಪುರ: ಸಮಾಜಕ್ಕಾಗಿ ಬದುಕಿದ ಹಿರಿಯ ಚೇತನ ಗ.ನಾ.ಕೋಮಾರ ಅವರ ಜೀವನ ಆದರ್ಶವಾಗಿದೆ. ಅವರ ಸಮಾಜಮುಖಿ ಕಾರ್ಯಗಳು ಯುವ ಪೀಳಿಗೆಗೆ ಮಾದರಿ ಎಂದು ಪ್ರಮೋದ ಹೆಗಡೆ ಹೇಳಿದರು. ಪಟ್ಟಣದ ಸಭಾಭವನದಲ್ಲಿ ನಡೆದ ಸಂಸ್ಮರಣೆ ಕಾರ್ಯಕ್ರಮದಲ್ಲಿ ಮಾತನಾಡಿದ ಅವರು, ಶಿಕ್ಷಣ, ಸಹಕಾರ ಮತ್ತು ಕೃಷಿ ಕ್ಷೇತ್ರಗಳಲ್ಲಿ ಕೋಮಾರ ಅವರ ಕೊಡುಗೆ ಅಪಾರ. ಗ್ರಾಮೀಣ ಭಾಗದ ಅಭಿವೃದ್ಧಿಗೆ ಅವರು ಶ್ರಮಿಸಿದರು ಎಂದು ಸ್ಮರಿಸಿದರು.: [332, 1207, 470, 1300]
komara-headline: ಸಮಾಜಕ್ಕಾಗಿ ಬದುಕಿದ ಗ.ನಾ.ಕೋಮಾರ: ಪ್ರಮೋದ ಹೆಗಡೆ: [30, 1137, 351, 1157]
quote-author: ಶಿವಾನಂದ ಕಳವೆ, ಲೇಖಕ: [394, 508, 455, 517]
max-col: ಗರಿಷ್ಠ: [143, 884, 196, 904]
tourism-headline: ಜಿಲ್ಲೆಯಲ್ಲಿ ಉತ್ತಮ ಅವಕಾಶ ಸೃಷ್ಟಿಸುವ ಅಗತ್ಯತೆಯಿದೆ: [670, 306, 891, 321]
kumta-caption: ಕುಮಟಾ: ಹವ್ಯಕ ವಿದ್ಯಾವರ್ಧಕ ಸಂಘ ಕುಮಟಾದ ಅಂಗಸಂಸ್ಥೆಯಾದ ಯುವ್ಯವಾಣಿ ಸಾಹಿತ್ಯಿಕ ವೇದಿಕೆಯಲ್ಲಿ ಭಟ್ಟ ನಾಮಿ ನೀವ ಶತಕದ ಬಿಡುಗಡೆ ಹಾಗೂ ಕೊಡುಗೆ ಸಮರ್ಪಣಾ ಕಾರ್ಯಕ್ರಮ ನೆರವೇರಿತು. ಈ ಸಂದರ್ಭದಲ್ಲಿ ಸಂಘದ ಅಧ್ಯಕ್ಷರು ಮತ್ತು ಪದಾಧಿಕಾರಿಗಳು ಉಪಸ್ಥಿತರಿದ್ದರು.: [208, 212, 401, 253]
rate-row: [31, 1107, 196, 1125]
min-temp-label: ಕನಿಷ್ಠ: [680, 36, 696, 46]
rate-min: 45129: [91, 1067, 144, 1087]
hebbar-text2-cont: ಗೆಲುವಿನ ಬಳಿಕ ಮಾತನಾಡಿದ ಶಾಸಕರು, ರೈತರ ಹಿತ ಕಾಯುವುದು ಸಂಸ್ಥೆಯ ಮೊದಲ ಆದ್ಯತೆ. ಸದಸ್ಯರ ವಿಶ್ವಾಸಕ್ಕೆ ತಕ್ಕಂತೆ ಕೆಲಸ ಮಾಡುತ್ತೇವೆ. ಅಡಿಕೆ ಬೆಳೆಗಾರರ ಹಿತರಕ್ಷಣೆಗೆ ಬದ್ಧರಾಗಿದ್ದೇವೆ ಎಂದು ಹೇಳಿದರು.: [342, 734, 470, 785]
samasye-text-a2: ದಾಂಡೇಲಿ: ಜಿಲ್ಲೆಯ ಕಲ್ಲು ಕರಾವಳಿ ಬೆಟ್ಟಗಳ ನಡುವೆ ವೈಜ್ಞಾನಿಕ ಸಂಶೋಧನೆಯ ಕೊರತೆ ಇದೆ. ಜಿಲ್ಲೆಯ ಬಹುಪಾಲು ಜನರು ಕೃಷಿ ಮತ್ತು ಅರಣ್ಯವನ್ನೇ ಅವಲಂಬಿಸಿದ್ದಾರೆ. ಇಲ್ಲಿನ ಸಮಸ್ಯೆಗಳನ್ನು ಅರ್ಥ ಮಾಡಿಕೊಳ್ಳುವಲ್ಲಿ ನಾವು ಸೋತಿದ್ದೇವೆ ಎಂದು ಲೇಖಕ ಶಿವಾನಂದ ಕಳವೆ ಹೇಳಿದರು. ಅರಣ್ಯ ಮತ್ತು ಜಲ ಸಂಪನ್ಮೂಲ ಸಂರಕ್ಷಣೆಯ ಕುರಿತು ಚರ್ಚೆ ನಡೆಯಬೇಕು. ಯುವಜನರು ಪರಿಸರದ ಬಗ್ಗೆ ಜಾಗೃತರಾಗಬೇಕು ಎಂದರು.: [516, 510, 660, 592]
helmet-body: [420, 150, 700, 276]
samasye-text-a: ದಾಂಡೇಲಿ: ಜಿಲ್ಲೆಯ ಕಲ್ಲು ಕರಾವಳಿ ಬೆಟ್ಟಗಳ ನಡುವೆ ವೈಜ್ಞಾನಿಕ ಸಂಶೋಧನೆಯ ಕೊರತೆ ಇದೆ. ಜಿಲ್ಲೆಯ ಬಹುಪಾಲು ಜನರು ಕೃಷಿ ಮತ್ತು ಅರಣ್ಯವನ್ನೇ ಅವಲಂಬಿಸಿದ್ದಾರೆ. ಇಲ್ಲಿನ ಸಮಸ್ಯೆಗಳನ್ನು ಅರ್ಥ ಮಾಡಿಕೊಳ್ಳುವಲ್ಲಿ ನಾವು ಸೋತಿದ್ದೇವೆ ಎಂದು ಲೇಖಕ ಶಿವಾನಂದ ಕಳವೆ ಹೇಳಿದರು. ಅರಣ್ಯ ಮತ್ತು ಜಲ ಸಂಪನ್ಮೂಲ ಸಂರಕ್ಷಣೆಯ ಕುರಿತು ಚರ್ಚೆ ನಡೆಯಬೇಕು. ಯುವಜನರು ಪರಿಸರದ ಬಗ್ಗೆ ಜಾಗೃತರಾಗಬೇಕು ಎಂದರು.: [208, 374, 354, 446]
story1-text-cont: ಕುಮಟಾ: ಸಂಸ್ಕೃತದ ಪ್ರತಿಯೊಂದು ಕಾವ್ಯದಲ್ಲೂ ನೀತಿ ಅಡಗಿದೆ. ಶಿಸ್ತಿನ ಅಂತರಂಗ ಶುದ್ಧಿಯ ಬಗ್ಗೆ ವಿದ್ಯಾರ್ಥಿಗಳು ಅರಿತು ನೀತಿ ನಿರ್ದೇಶನಗಳನ್ನು ಪಾಲಿಸಬೇಕು ಎಂದು ಅವರು ಹೇಳಿದರು. ಸಂಸ್ಕೃತ ಶ್ಲೋಕ ಪಠಣ ಹಾಗೂ ಭಾಷಣ ಸ್ಪರ್ಧೆಗಳಲ್ಲಿ ವಿಜೇತರಾದ ವಿದ್ಯಾರ್ಥಿಗಳಿಗೆ ಬಹುಮಾನ ವಿತರಿಸಲಾಯಿತು.: [30, 252, 196, 303]
divider: [30, 1130, 916, 1132]
min-degree: °: [699, 49, 705, 61]
nayak-caption: ದಾಂಡೇಲಿ: ನಗರದ ಹಳೆ ನಗರ ಸಭಾ ಮೈದಾನದಲ್ಲಿ ನಡೆದ ಸಮಾರಂಭದಲ್ಲಿ ರಾಘವೇಂದ್ರ ಡಿ. ನಾಯಕ್ ಅವರನ್ನು ರಜತ ಗೌರವ ನೀಡಿ ಸನ್ಮಾನಿಸಲಾಯಿತು.: [480, 846, 683, 864]
school-col4: [810, 1368, 916, 1424]
nayak-photo: [480, 734, 700, 842]
komara-photo: [142, 1164, 326, 1260]
hebbar-headline: ಶಾಸಕ ಹೆಬ್ಬಾರ್ ಬೆಂಬಲಿಗರ ಬಣಕ್ಕೆ ಸ್ಪಷ್ಟ ಬಹುಮತ: [208, 712, 405, 726]
power-headline: ಡಿ.17ರಂದು ಕುಮಟಾದಲ್ಲಿ ವಿದ್ಯುತ್ ವ್ಯತ್ಯಯ: [480, 1002, 656, 1016]
sirsi-rates: [30, 883, 196, 1004]
column-rule: [475, 712, 476, 1124]
rate-max: 51269: [143, 944, 196, 964]
rate-min: 22601: [91, 1107, 144, 1125]
school-col2: [588, 1252, 692, 1424]
rate-name: ರಾಶಿ ಹೊಸ: [31, 1047, 91, 1067]
